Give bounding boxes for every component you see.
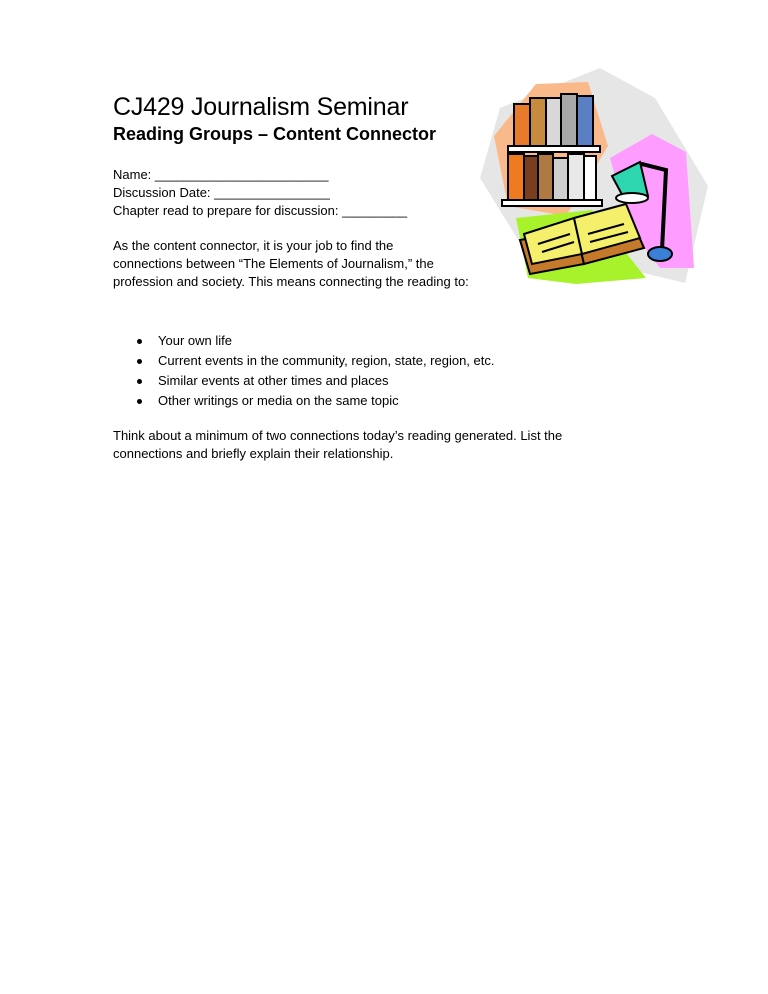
page-title: CJ429 Journalism Seminar — [113, 93, 409, 121]
name-field[interactable]: Name: ________________________ — [113, 167, 329, 182]
bottom-shelf-books — [502, 154, 602, 206]
list-item-text: Your own life — [158, 333, 232, 348]
bullet-icon — [137, 339, 142, 344]
list-item — [113, 331, 494, 351]
intro-line: profession and society. This means connecting the reading to: — [113, 274, 469, 289]
books-lamp-clipart-icon — [480, 68, 708, 288]
intro-line: As the content connector, it is your job to find the — [113, 238, 394, 253]
form-fields — [113, 166, 407, 220]
list-item — [113, 371, 494, 391]
closing-line: connections and briefly explain their relationship. — [113, 446, 394, 461]
connection-list — [113, 331, 494, 411]
list-item — [113, 351, 494, 371]
discussion-date-field[interactable]: Discussion Date: ________________ — [113, 185, 330, 200]
bullet-icon — [137, 379, 142, 384]
list-item — [113, 391, 494, 411]
chapter-read-field[interactable]: Chapter read to prepare for discussion: _________ — [113, 203, 408, 218]
list-item-text: Similar events at other times and places — [158, 373, 389, 388]
list-item-text: Current events in the community, region, state, region, etc. — [158, 353, 495, 368]
page-subtitle: Reading Groups – Content Connector — [113, 124, 437, 144]
bullet-icon — [137, 359, 142, 364]
intro-line: connections between “The Elements of Journalism,” the — [113, 256, 434, 271]
closing-paragraph — [113, 427, 562, 463]
intro-paragraph — [113, 237, 513, 291]
bullet-icon — [137, 399, 142, 404]
closing-line: Think about a minimum of two connections today’s reading generated. List the — [113, 428, 563, 443]
list-item-text: Other writings or media on the same topic — [158, 393, 399, 408]
